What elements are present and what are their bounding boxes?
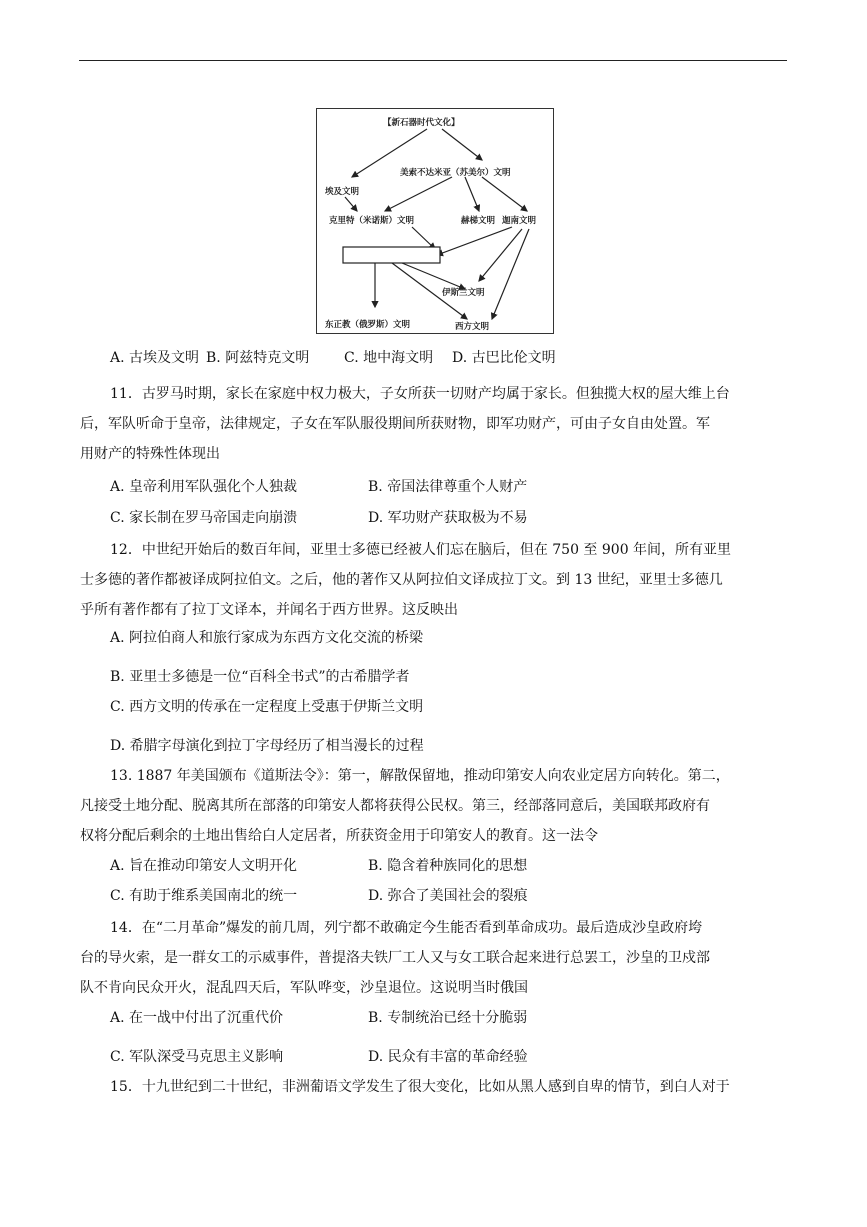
diagram-svg	[317, 109, 555, 335]
q14-stem-line-2: 台的导火索，是一群女工的示威事件，普提洛夫铁厂工人又与女工联合起来进行总罢工，沙皇的卫戍部	[80, 950, 710, 966]
q12-stem-line-1: 12．中世纪开始后的数百年间，亚里士多德已经被人们忘在脑后，但在 750 至 900 年间，所有亚里	[110, 542, 732, 558]
q13-stem-line-2: 凡接受土地分配、脱离其所在部落的印第安人都将获得公民权。第三，经部落同意后，美国联邦政府有	[80, 798, 710, 814]
civilization-diagram	[316, 108, 554, 334]
q14-stem-line-1: 14．在“二月革命”爆发的前几周，列宁都不敢确定今生能否看到革命成功。最后造成沙皇政府垮	[110, 920, 703, 936]
label-canaan: 迦南文明	[502, 216, 537, 226]
arrow-egypt-crete	[345, 197, 357, 211]
q11-stem-line-1: 11．古罗马时期，家长在家庭中权力极大，子女所获一切财产均属于家长。但独揽大权的屋大维上台	[110, 386, 730, 402]
arrow-box-islam	[402, 263, 465, 289]
q10-option-d: D. 古巴比伦文明	[452, 350, 556, 366]
q11-option-a: A. 皇帝利用军队强化个人独裁	[110, 479, 298, 495]
label-orthodox: 东正教（俄罗斯）文明	[325, 320, 411, 330]
q13-stem-line-1: 13. 1887 年美国颁布《道斯法令》：第一，解散保留地，推动印第安人向农业定居方向转化。第二，	[110, 768, 730, 784]
q11-stem-line-2: 后，军队听命于皇帝，法律规定，子女在军队服役期间所获财物，即军功财产，可由子女自由处置。军	[80, 416, 710, 432]
q14-option-a: A. 在一战中付出了沉重代价	[110, 1010, 284, 1026]
q13-option-a: A. 旨在推动印第安人文明开化	[110, 858, 298, 874]
label-western: 西方文明	[455, 322, 490, 332]
q14-stem-line-3: 队不肯向民众开火，混乱四天后，军队哗变，沙皇退位。这说明当时俄国	[80, 980, 528, 996]
arrow-meso-canaan	[482, 177, 527, 211]
label-root: 【新石器时代文化】	[383, 118, 460, 128]
q12-stem-line-3: 乎所有著作都有了拉丁文译本，并闻名于西方世界。这反映出	[80, 602, 458, 618]
q11-option-b: B. 帝国法律尊重个人财产	[368, 479, 528, 495]
q14-option-c: C. 军队深受马克思主义影响	[110, 1049, 284, 1065]
q13-option-d: D. 弥合了美国社会的裂痕	[368, 888, 528, 904]
q14-option-d: D. 民众有丰富的革命经验	[368, 1049, 528, 1065]
blank-box	[343, 247, 440, 263]
arrow-meso-crete	[385, 177, 452, 211]
q11-option-c: C. 家长制在罗马帝国走向崩溃	[110, 510, 298, 526]
label-crete: 克里特（米诺斯）文明	[329, 216, 415, 226]
label-islam: 伊斯兰文明	[442, 288, 485, 298]
q12-option-c: C. 西方文明的传承在一定程度上受惠于伊斯兰文明	[110, 699, 424, 715]
q11-stem-line-3: 用财产的特殊性体现出	[80, 446, 220, 462]
q10-option-a: A. 古埃及文明	[110, 350, 200, 366]
arrow-root-meso	[442, 129, 482, 160]
q10-option-b: B. 阿兹特克文明	[206, 350, 310, 366]
header-rule	[79, 60, 787, 61]
q14-option-b: B. 专制统治已经十分脆弱	[368, 1010, 528, 1026]
q12-stem-line-2: 士多德的著作都被译成阿拉伯文。之后，他的著作又从阿拉伯文译成拉丁文。到 13 世纪，亚里士多德几	[80, 572, 723, 588]
q12-option-b: B. 亚里士多德是一位“百科全书式”的古希腊学者	[110, 669, 410, 685]
q15-stem-line-1: 15．十九世纪到二十世纪，非洲葡语文学发生了很大变化，比如从黑人感到自卑的情节，到白人对于	[110, 1079, 730, 1095]
q11-option-d: D. 军功财产获取极为不易	[368, 510, 528, 526]
q13-option-b: B. 隐含着种族同化的思想	[368, 858, 528, 874]
q12-option-a: A. 阿拉伯商人和旅行家成为东西方文化交流的桥梁	[110, 630, 424, 646]
label-mesopotamia: 美索不达米亚（苏美尔）文明	[400, 168, 511, 178]
label-hebrew: 赫梯文明	[461, 216, 496, 226]
arrow-meso-hebrew	[465, 177, 479, 211]
q13-stem-line-3: 权将分配后剩余的土地出售给白人定居者，所获资金用于印第安人的教育。这一法令	[80, 828, 598, 844]
arrow-crete-box	[412, 227, 435, 249]
q12-option-d: D. 希腊字母演化到拉丁字母经历了相当漫长的过程	[110, 738, 424, 754]
q10-option-c: C. 地中海文明	[344, 350, 434, 366]
q13-option-c: C. 有助于维系美国南北的统一	[110, 888, 298, 904]
label-egypt: 埃及文明	[325, 187, 360, 197]
arrow-canaan-box	[437, 227, 512, 255]
